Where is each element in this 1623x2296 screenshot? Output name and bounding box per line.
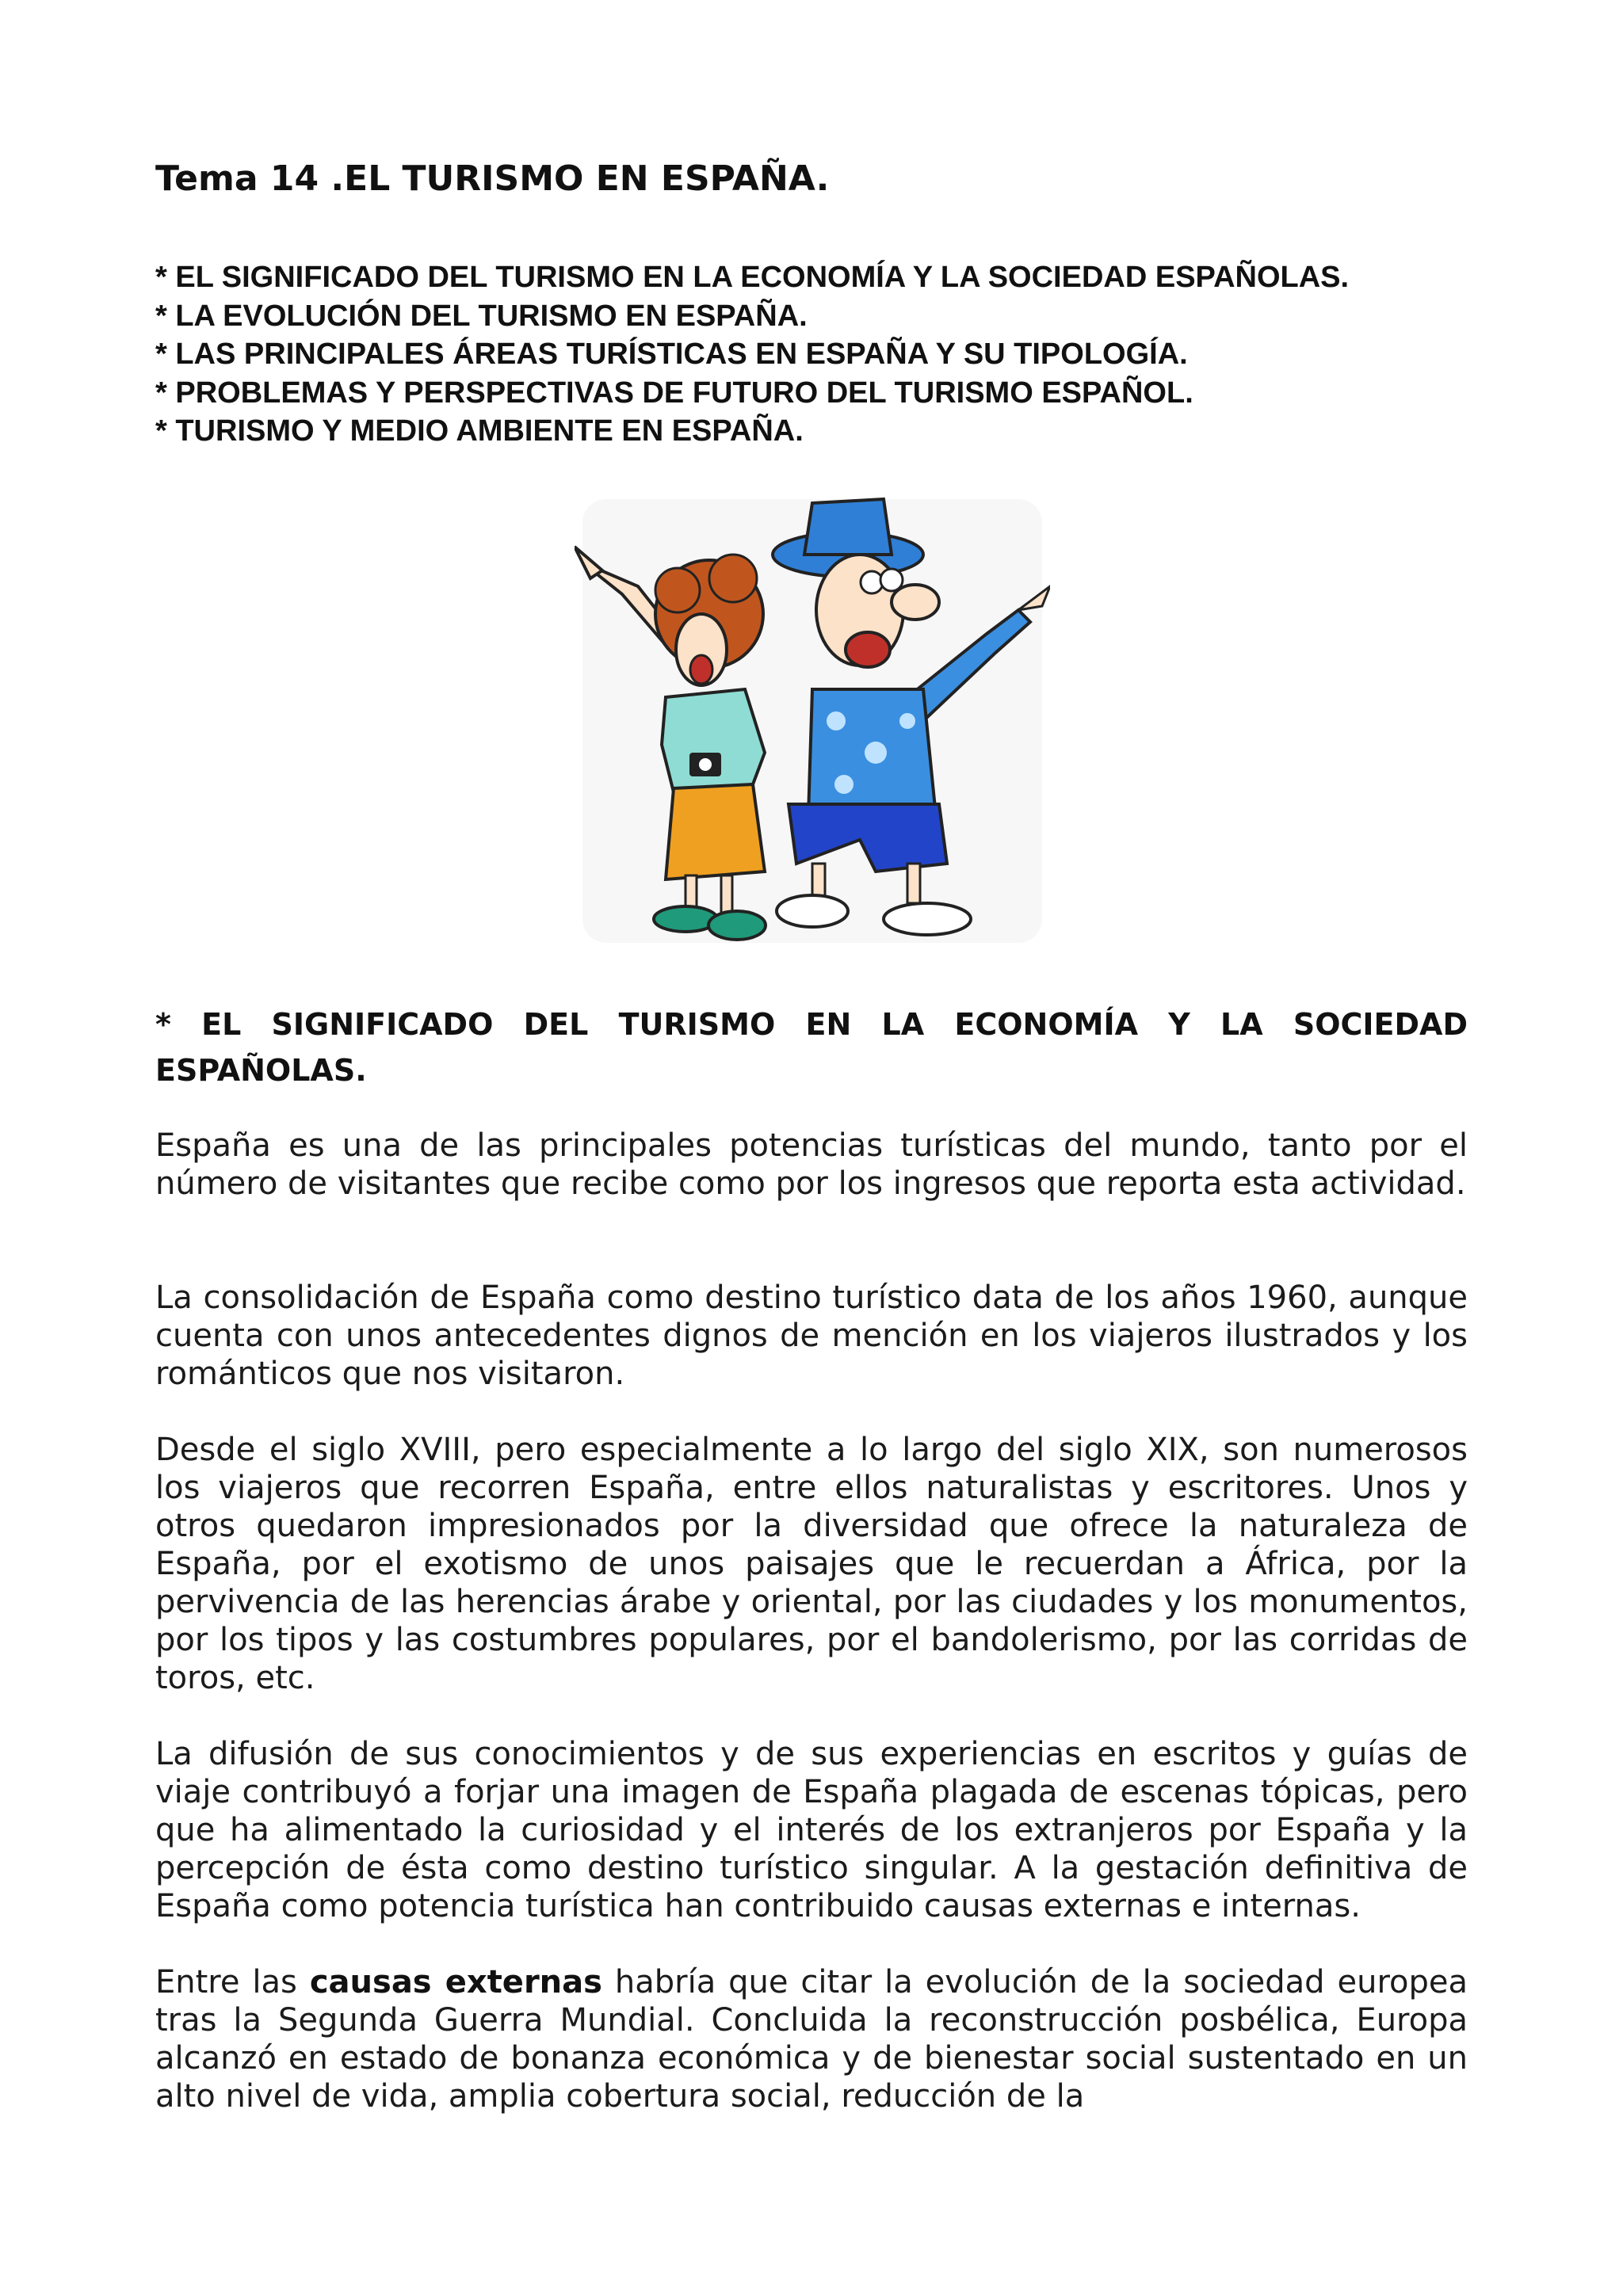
section-heading: * EL SIGNIFICADO DEL TURISMO EN LA ECONOMÍA Y LA SOCIEDAD ESPAÑOLAS. bbox=[155, 1007, 1468, 1088]
cartoon-tourists-illustration bbox=[575, 491, 1050, 951]
paragraph bbox=[155, 1963, 1468, 2115]
topic-item: * LAS PRINCIPALES ÁREAS TURÍSTICAS EN ESPAÑA Y SU TIPOLOGÍA. bbox=[155, 338, 1188, 371]
paragraph: La difusión de sus conocimientos y de sus experiencias en escritos y guías de viaje contribuyó a forjar una imagen de España plagada de escenas tópicas, pero que ha alimentado la curiosidad y el interés de los extranjeros por España y la percepción de ésta como destino turístico singular. A la gestación definitiva de España como potencia turística han contribuido causas externas e internas. bbox=[155, 1736, 1468, 1924]
paragraph: España es una de las principales potencias turísticas del mundo, tanto por el número de visitantes que recibe como por los ingresos que reporta esta actividad. bbox=[155, 1127, 1468, 1202]
topic-list bbox=[155, 258, 1349, 451]
topic-item: * EL SIGNIFICADO DEL TURISMO EN LA ECONOMÍA Y LA SOCIEDAD ESPAÑOLAS. bbox=[155, 261, 1350, 294]
paragraph-text: Entre las bbox=[155, 1964, 310, 2000]
paragraph: La consolidación de España como destino turístico data de los años 1960, aunque cuenta con unos antecedentes dignos de mención en los viajeros ilustrados y los románticos que nos visitaron. bbox=[155, 1280, 1468, 1392]
tourists-illustration-icon bbox=[575, 491, 1050, 951]
topic-item: * LA EVOLUCIÓN DEL TURISMO EN ESPAÑA. bbox=[155, 299, 808, 333]
paragraph-text: habría que citar la evolución de la sociedad europea tras la Segunda Guerra Mundial. Concluida la reconstrucción posbélica, Europa alcanzó en estado de bonanza económica y de bienestar social sustentado en un alto nivel de vida, amplia cobertura social, reducción de la bbox=[155, 1964, 1468, 2115]
page-title: Tema 14 .EL TURISMO EN ESPAÑA. bbox=[155, 158, 830, 199]
topic-item: * PROBLEMAS Y PERSPECTIVAS DE FUTURO DEL TURISMO ESPAÑOL. bbox=[155, 376, 1193, 410]
paragraph: Desde el siglo XVIII, pero especialmente a lo largo del siglo XIX, son numerosos los viajeros que recorren España, entre ellos naturalistas y escritores. Unos y otros quedaron impresionados por la diversidad que ofrece la naturaleza de España, por el exotismo de unos paisajes que le recuerdan a África, por la pervivencia de las herencias árabe y oriental, por las ciudades y los monumentos, por los tipos y las costumbres populares, por el bandolerismo, por las corridas de toros, etc. bbox=[155, 1432, 1468, 1696]
bold-term: causas externas bbox=[309, 1964, 602, 2000]
topic-item: * TURISMO Y MEDIO AMBIENTE EN ESPAÑA. bbox=[155, 414, 804, 448]
